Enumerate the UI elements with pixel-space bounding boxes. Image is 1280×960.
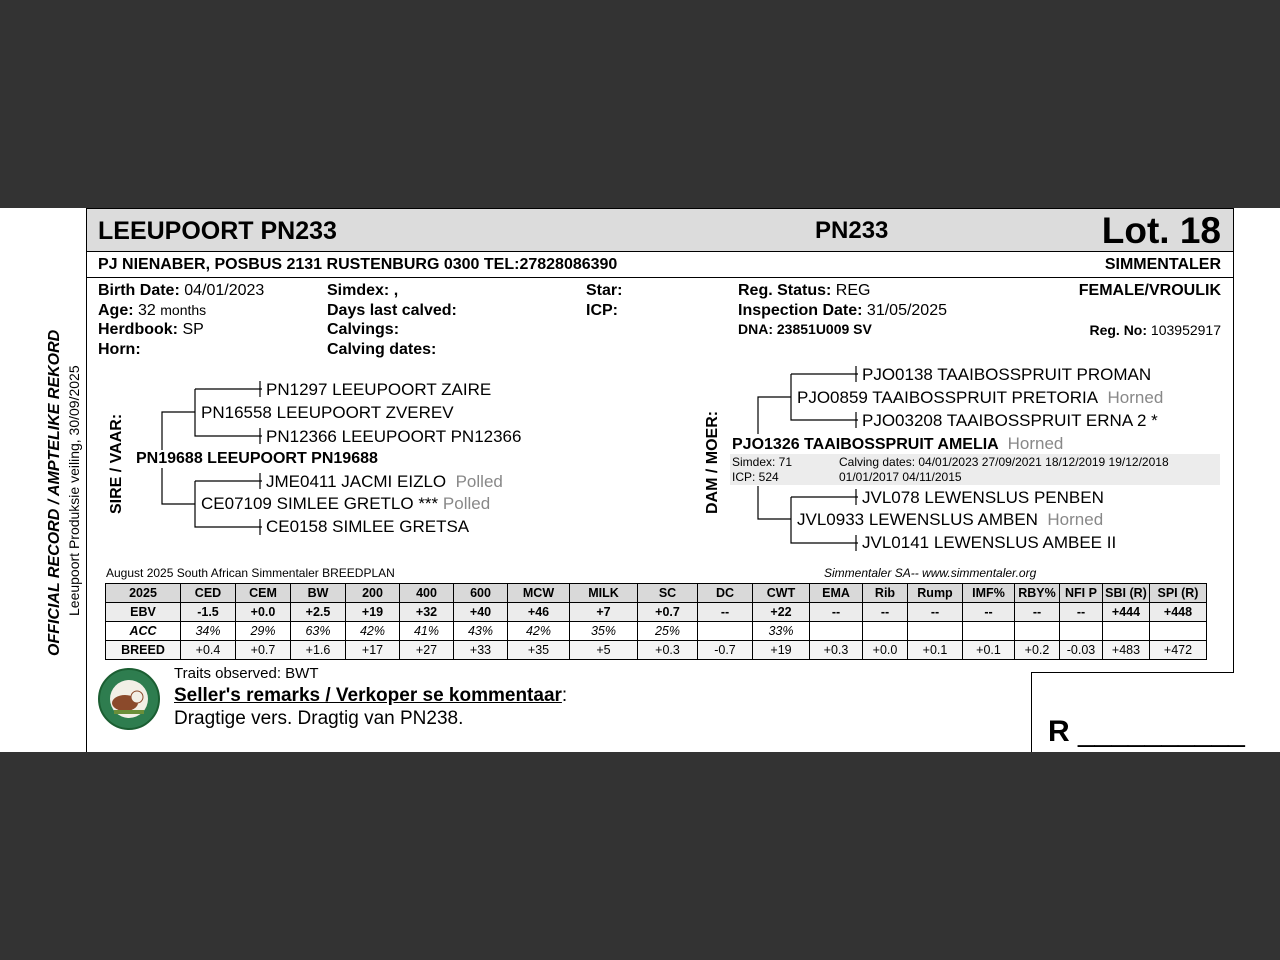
animal-id: PN233 bbox=[815, 217, 889, 244]
breedplan-header-cell: MCW bbox=[508, 584, 570, 603]
breedplan-cell: 42% bbox=[346, 622, 400, 641]
herdbook: Herdbook: SP bbox=[98, 321, 204, 338]
breedplan-table bbox=[105, 583, 1207, 660]
dam-sire: PJO0859 TAAIBOSSPRUIT PRETORIA Horned bbox=[797, 388, 1164, 407]
breedplan-cell: +448 bbox=[1150, 603, 1207, 622]
animal-name: LEEUPOORT PN233 bbox=[98, 217, 337, 245]
sire-main: PN19688 LEEUPOORT PN19688 bbox=[136, 450, 378, 467]
calvings: Calvings: bbox=[327, 321, 400, 338]
price-currency: R bbox=[1048, 715, 1070, 748]
breedplan-cell bbox=[908, 622, 963, 641]
breedplan-header-cell: IMF% bbox=[963, 584, 1015, 603]
simmentaler-logo bbox=[98, 668, 160, 730]
breedplan-header-cell: CED bbox=[181, 584, 236, 603]
breedplan-cell: +483 bbox=[1103, 641, 1150, 660]
owner-info: PJ NIENABER, POSBUS 2131 RUSTENBURG 0300 TEL:27828086390 bbox=[98, 256, 618, 273]
breedplan-cell: -- bbox=[698, 603, 753, 622]
breedplan-cell: +444 bbox=[1103, 603, 1150, 622]
breedplan-cell: 63% bbox=[291, 622, 346, 641]
breedplan-header-cell: 600 bbox=[454, 584, 508, 603]
birth-date: Birth Date: 04/01/2023 bbox=[98, 282, 265, 299]
horn: Horn: bbox=[98, 341, 141, 358]
reg-no: Reg. No: 103952917 bbox=[1089, 322, 1221, 338]
breedplan-cell: +27 bbox=[400, 641, 454, 660]
breedplan-cell: -- bbox=[1060, 603, 1103, 622]
breedplan-cell: +0.7 bbox=[236, 641, 291, 660]
remarks-text: Dragtige vers. Dragtig van PN238. bbox=[174, 708, 464, 729]
breedplan-header-cell: Rump bbox=[908, 584, 963, 603]
breedplan-header-cell: Rib bbox=[863, 584, 908, 603]
breedplan-cell: +17 bbox=[346, 641, 400, 660]
breedplan-cell: 29% bbox=[236, 622, 291, 641]
sire-sire-dam: PN12366 LEEUPOORT PN12366 bbox=[266, 427, 522, 446]
simdex: Simdex: , bbox=[327, 282, 399, 299]
breedplan-cell: +0.4 bbox=[181, 641, 236, 660]
breedplan-header-cell: SPI (R) bbox=[1150, 584, 1207, 603]
sire-label: SIRE / VAAR: bbox=[108, 413, 125, 514]
breedplan-cell: -- bbox=[1015, 603, 1060, 622]
breedplan-cell: +0.1 bbox=[908, 641, 963, 660]
breedplan-row-ebv bbox=[106, 603, 1207, 622]
breedplan-cell: +33 bbox=[454, 641, 508, 660]
dam-simdex: Simdex: 71 bbox=[732, 455, 793, 469]
breedplan-cell: 34% bbox=[181, 622, 236, 641]
dam-label: DAM / MOER: bbox=[704, 410, 721, 514]
breedplan-cell: -- bbox=[863, 603, 908, 622]
days-last-calved: Days last calved: bbox=[327, 302, 457, 319]
breedplan-cell bbox=[1015, 622, 1060, 641]
breedplan-cell bbox=[863, 622, 908, 641]
breedplan-header-cell: MILK bbox=[570, 584, 638, 603]
breedplan-cell: -0.03 bbox=[1060, 641, 1103, 660]
traits-observed: Traits observed: BWT bbox=[174, 665, 319, 682]
remarks-title: Seller's remarks / Verkoper se kommentaar: bbox=[174, 685, 568, 706]
breedplan-cell: -1.5 bbox=[181, 603, 236, 622]
icp: ICP: bbox=[586, 302, 618, 319]
breedplan-cell: ACC bbox=[106, 622, 181, 641]
breedplan-header-cell: CWT bbox=[753, 584, 810, 603]
breedplan-header-cell: 400 bbox=[400, 584, 454, 603]
breedplan-header-cell: CEM bbox=[236, 584, 291, 603]
breedplan-cell: +1.6 bbox=[291, 641, 346, 660]
breedplan-cell: +40 bbox=[454, 603, 508, 622]
breedplan-cell: BREED bbox=[106, 641, 181, 660]
breedplan-cell: 35% bbox=[570, 622, 638, 641]
breedplan-cell bbox=[1103, 622, 1150, 641]
age: Age: 32 months bbox=[98, 302, 207, 319]
breedplan-cell: +19 bbox=[346, 603, 400, 622]
auction-label: Leeupoort Produksie veiling, 30/09/2025 bbox=[66, 365, 82, 616]
breedplan-header-cell: EMA bbox=[810, 584, 863, 603]
breedplan-cell: 41% bbox=[400, 622, 454, 641]
breedplan-cell: +0.1 bbox=[963, 641, 1015, 660]
dam-dam-dam: JVL0141 LEWENSLUS AMBEE II bbox=[862, 533, 1117, 552]
price-box[interactable] bbox=[1031, 672, 1245, 752]
breedplan-cell: -- bbox=[908, 603, 963, 622]
breedplan-row-acc bbox=[106, 622, 1207, 641]
breedplan-cell: 42% bbox=[508, 622, 570, 641]
breedplan-cell: +19 bbox=[753, 641, 810, 660]
breedplan-header-cell: 2025 bbox=[106, 584, 181, 603]
breedplan-cell: EBV bbox=[106, 603, 181, 622]
breedplan-cell: +0.7 bbox=[638, 603, 698, 622]
breedplan-cell: +0.3 bbox=[810, 641, 863, 660]
breedplan-cell: +0.3 bbox=[638, 641, 698, 660]
dam-sire-dam: PJO03208 TAAIBOSSPRUIT ERNA 2 * bbox=[862, 411, 1158, 430]
breedplan-cell: 43% bbox=[454, 622, 508, 641]
breedplan-site: Simmentaler SA-- www.simmentaler.org bbox=[824, 566, 1037, 580]
breedplan-cell: 33% bbox=[753, 622, 810, 641]
dam-calving-dates-2: 01/01/2017 04/11/2015 bbox=[839, 470, 962, 484]
breedplan-cell: +35 bbox=[508, 641, 570, 660]
star: Star: bbox=[586, 282, 623, 299]
breedplan-cell: +2.5 bbox=[291, 603, 346, 622]
sex: FEMALE/VROULIK bbox=[1078, 282, 1221, 299]
breedplan-header-cell: NFI P bbox=[1060, 584, 1103, 603]
breedplan-cell bbox=[1060, 622, 1103, 641]
breedplan-cell: +472 bbox=[1150, 641, 1207, 660]
dam-sire-sire: PJO0138 TAAIBOSSPRUIT PROMAN bbox=[862, 365, 1152, 384]
breedplan-cell: -0.7 bbox=[698, 641, 753, 660]
breedplan-header-cell: SC bbox=[638, 584, 698, 603]
breedplan-header-cell: RBY% bbox=[1015, 584, 1060, 603]
reg-status: Reg. Status: REG bbox=[738, 282, 871, 299]
breedplan-cell: +7 bbox=[570, 603, 638, 622]
breedplan-cell: -- bbox=[963, 603, 1015, 622]
breedplan-caption: August 2025 South African Simmentaler BREEDPLAN bbox=[106, 566, 395, 580]
dam-main: PJO1326 TAAIBOSSPRUIT AMELIA Horned bbox=[732, 434, 1064, 453]
sire-dam: CE07109 SIMLEE GRETLO *** Polled bbox=[201, 494, 491, 513]
calving-dates: Calving dates: bbox=[327, 341, 437, 358]
breedplan-cell: +0.2 bbox=[1015, 641, 1060, 660]
cattle-emblem-icon bbox=[100, 670, 158, 728]
sire-sire: PN16558 LEEUPOORT ZVEREV bbox=[201, 403, 454, 422]
breedplan-cell bbox=[963, 622, 1015, 641]
breed-name: SIMMENTALER bbox=[1104, 256, 1221, 273]
breedplan-header-cell: DC bbox=[698, 584, 753, 603]
breedplan-header-cell: 200 bbox=[346, 584, 400, 603]
breedplan-cell: +32 bbox=[400, 603, 454, 622]
breedplan-cell bbox=[698, 622, 753, 641]
breedplan-cell bbox=[1150, 622, 1207, 641]
inspection-date: Inspection Date: 31/05/2025 bbox=[738, 302, 947, 319]
dam-dam-sire: JVL078 LEWENSLUS PENBEN bbox=[862, 488, 1104, 507]
breedplan-cell: 25% bbox=[638, 622, 698, 641]
sire-dam-dam: CE0158 SIMLEE GRETSA bbox=[266, 517, 470, 536]
dam-dam: JVL0933 LEWENSLUS AMBEN Horned bbox=[797, 510, 1104, 529]
lot-number: Lot. 18 bbox=[1101, 210, 1221, 251]
breedplan-cell: -- bbox=[810, 603, 863, 622]
breedplan-header-row bbox=[106, 584, 1207, 603]
breedplan-header-cell: BW bbox=[291, 584, 346, 603]
breedplan-cell: +22 bbox=[753, 603, 810, 622]
price-blank[interactable]: __________ bbox=[1078, 715, 1245, 748]
dam-calving-dates: Calving dates: 04/01/2023 27/09/2021 18/12/2019 19/12/2018 bbox=[839, 455, 1169, 469]
breedplan-header-cell: SBI (R) bbox=[1103, 584, 1150, 603]
sire-dam-sire: JME0411 JACMI EIZLO Polled bbox=[266, 472, 503, 491]
breedplan-cell bbox=[810, 622, 863, 641]
breedplan-cell: +0.0 bbox=[863, 641, 908, 660]
dam-icp: ICP: 524 bbox=[732, 470, 779, 484]
breedplan-row-breed bbox=[106, 641, 1207, 660]
breedplan-cell: +0.0 bbox=[236, 603, 291, 622]
dna: DNA: 23851U009 SV bbox=[738, 321, 872, 337]
breedplan-cell: +46 bbox=[508, 603, 570, 622]
official-record-label: OFFICIAL RECORD / AMPTELIKE REKORD bbox=[46, 329, 63, 656]
sire-sire-sire: PN1297 LEEUPOORT ZAIRE bbox=[266, 380, 492, 399]
breedplan-cell: +5 bbox=[570, 641, 638, 660]
